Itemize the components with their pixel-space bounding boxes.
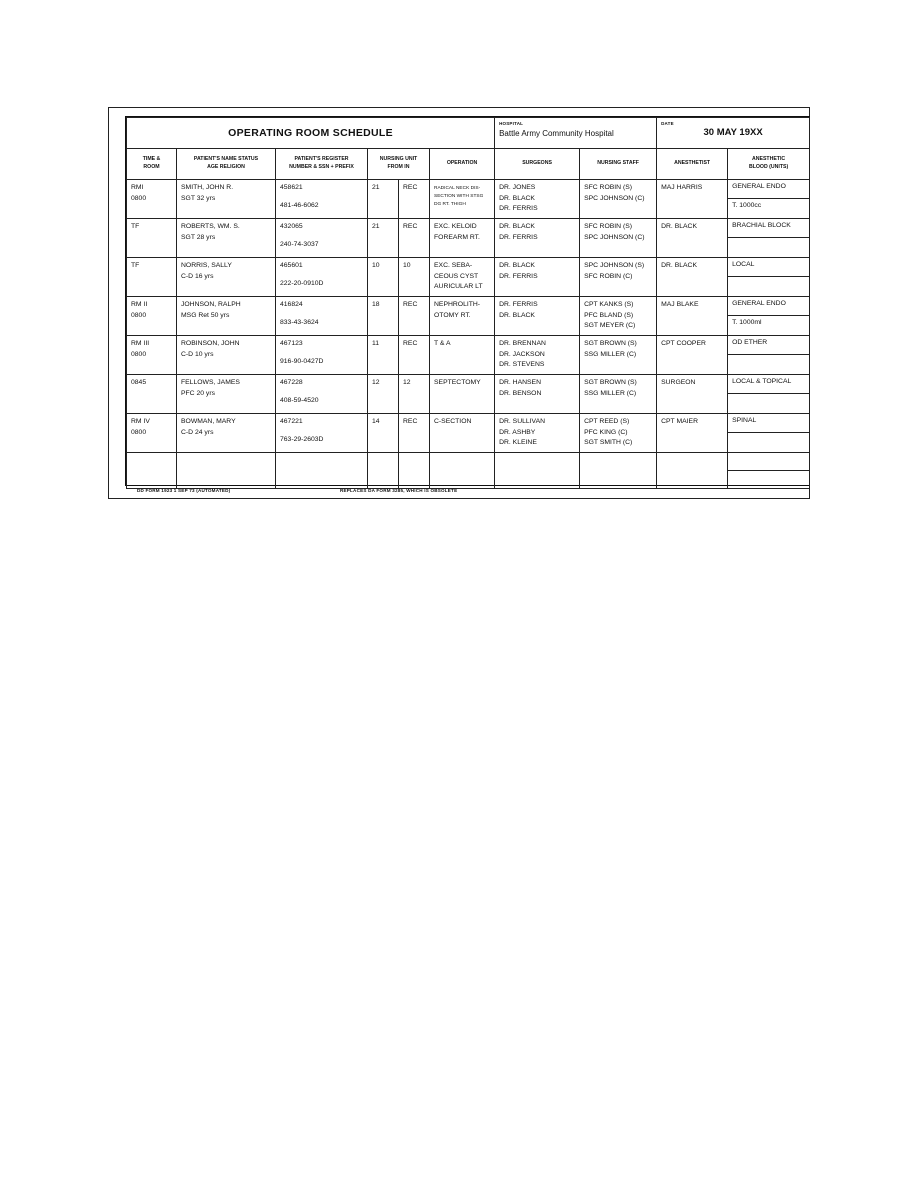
patient-cell: ROBERTS, WM. S. SGT 28 yrs: [177, 219, 276, 258]
unit-in-cell: REC: [399, 297, 430, 336]
blood-units-value: [728, 238, 809, 257]
table-row: [127, 219, 810, 258]
register-cell: 467228 408-59-4520: [276, 375, 368, 414]
register-cell: 416824 833-43-3624: [276, 297, 368, 336]
empty-cell: [177, 453, 276, 489]
col-header-operation: OPERATION: [430, 149, 495, 180]
anesthetist-cell: CPT COOPER: [657, 336, 728, 375]
anesthetic-value: BRACHIAL BLOCK: [728, 219, 809, 238]
col-header-time-room: TIME & ROOM: [127, 149, 177, 180]
nursing-staff-cell: SGT BROWN (S) SSG MILLER (C): [580, 375, 657, 414]
register-cell: 467221 763-29-2603D: [276, 414, 368, 453]
hospital-name: Battle Army Community Hospital: [499, 129, 614, 138]
surgeons-cell: DR. BLACK DR. FERRIS: [495, 219, 580, 258]
patient-cell: SMITH, JOHN R. SGT 32 yrs: [177, 180, 276, 219]
blood-units-value: [728, 394, 809, 413]
patient-cell: BOWMAN, MARY C-D 24 yrs: [177, 414, 276, 453]
unit-in-cell: REC: [399, 180, 430, 219]
anesthetic-blood-cell: [728, 258, 810, 297]
blood-units-value: [728, 355, 809, 374]
surgeons-cell: DR. BLACK DR. FERRIS: [495, 258, 580, 297]
patient-cell: NORRIS, SALLY C-D 16 yrs: [177, 258, 276, 297]
empty-cell: [276, 453, 368, 489]
unit-from-cell: 21: [368, 219, 399, 258]
schedule-table: [126, 117, 810, 489]
operation-cell: RADICAL NECK DIS- SECTION WITH STSG DG RT. THIGH: [430, 180, 495, 219]
empty-table-row: [127, 453, 810, 489]
anesthetic-value: LOCAL: [728, 258, 809, 277]
anesthetist-cell: DR. BLACK: [657, 258, 728, 297]
time-room-cell: RMI 0800: [127, 180, 177, 219]
blood-units-value: T. 1000ml: [732, 319, 762, 326]
blood-units-value: T. 1000cc: [732, 202, 762, 209]
anesthetist-cell: MAJ BLAKE: [657, 297, 728, 336]
anesthetic-value: OD ETHER: [728, 336, 809, 355]
anesthetic-blood-cell: [728, 297, 810, 336]
form-id: DD FORM 1923 1 SEP 73 (AUTOMATED): [137, 488, 231, 493]
anesthetist-cell: CPT MAIER: [657, 414, 728, 453]
surgeons-cell: DR. BRENNAN DR. JACKSON DR. STEVENS: [495, 336, 580, 375]
operation-cell: T & A: [430, 336, 495, 375]
form-title: OPERATING ROOM SCHEDULE: [127, 118, 495, 149]
empty-cell: [495, 453, 580, 489]
surgeons-cell: DR. FERRIS DR. BLACK: [495, 297, 580, 336]
time-room-cell: TF: [127, 258, 177, 297]
register-cell: 432065 240-74-3037: [276, 219, 368, 258]
col-header-patient: PATIENT'S NAME STATUS AGE RELIGION: [177, 149, 276, 180]
blood-units-value: [728, 433, 809, 452]
replaces-note: REPLACES DA FORM 3285, WHICH IS OBSOLETE: [340, 488, 458, 493]
anesthetist-cell: MAJ HARRIS: [657, 180, 728, 219]
unit-from-cell: 18: [368, 297, 399, 336]
anesthetic-blood-cell: [728, 375, 810, 414]
col-header-nursing-staff: NURSING STAFF: [580, 149, 657, 180]
register-cell: 458621 481-46-6062: [276, 180, 368, 219]
header-row: [127, 149, 810, 180]
anesthetist-cell: SURGEON: [657, 375, 728, 414]
col-header-nursing-unit: NURSING UNIT FROM IN: [368, 149, 430, 180]
unit-from-cell: 12: [368, 375, 399, 414]
anesthetic-blood-cell: [728, 180, 810, 219]
nursing-staff-cell: CPT KANKS (S) PFC BLAND (S) SGT MEYER (C): [580, 297, 657, 336]
anesthetic-blood-cell: [728, 219, 810, 258]
empty-cell: [430, 453, 495, 489]
hospital-cell: [495, 118, 657, 149]
anesthetic-blood-cell: [728, 414, 810, 453]
empty-anesthetic-cell: [728, 453, 810, 489]
anesthetic-blood-cell: [728, 336, 810, 375]
empty-cell: [368, 453, 399, 489]
col-header-surgeons: SURGEONS: [495, 149, 580, 180]
patient-cell: FELLOWS, JAMES PFC 20 yrs: [177, 375, 276, 414]
unit-from-cell: 21: [368, 180, 399, 219]
unit-in-cell: REC: [399, 336, 430, 375]
operation-cell: EXC. KELOID FOREARM RT.: [430, 219, 495, 258]
unit-from-cell: 14: [368, 414, 399, 453]
date-label: DATE: [661, 121, 674, 126]
anesthetic-value: LOCAL & TOPICAL: [728, 375, 809, 394]
col-header-register: PATIENT'S REGISTER NUMBER & SSN + PREFIX: [276, 149, 368, 180]
empty-cell: [580, 453, 657, 489]
operation-cell: C-SECTION: [430, 414, 495, 453]
patient-cell: JOHNSON, RALPH MSG Ret 50 yrs: [177, 297, 276, 336]
time-room-cell: RM IV 0800: [127, 414, 177, 453]
surgeons-cell: DR. SULLIVAN DR. ASHBY DR. KLEINE: [495, 414, 580, 453]
anesthetic-value: GENERAL ENDO: [728, 297, 809, 316]
register-cell: 467123 916-90-0427D: [276, 336, 368, 375]
time-room-cell: TF: [127, 219, 177, 258]
table-row: [127, 297, 810, 336]
table-row: [127, 375, 810, 414]
unit-from-cell: 11: [368, 336, 399, 375]
time-room-cell: RM III 0800: [127, 336, 177, 375]
nursing-staff-cell: CPT REED (S) PFC KING (C) SGT SMITH (C): [580, 414, 657, 453]
operation-cell: NEPHROLITH- OTOMY RT.: [430, 297, 495, 336]
table-row: [127, 258, 810, 297]
time-room-cell: RM II 0800: [127, 297, 177, 336]
register-cell: 465601 222-20-0910D: [276, 258, 368, 297]
col-header-anesthetic: ANESTHETIC BLOOD (UNITS): [728, 149, 810, 180]
blood-units-value: [728, 277, 809, 296]
time-room-cell: 0845: [127, 375, 177, 414]
empty-cell: [657, 453, 728, 489]
operation-cell: EXC. SEBA- CEOUS CYST AURICULAR LT: [430, 258, 495, 297]
empty-cell: [127, 453, 177, 489]
nursing-staff-cell: SPC JOHNSON (S) SFC ROBIN (C): [580, 258, 657, 297]
nursing-staff-cell: SFC ROBIN (S) SPC JOHNSON (C): [580, 180, 657, 219]
table-row: [127, 180, 810, 219]
date-value: 30 MAY 19XX: [703, 127, 763, 138]
surgeons-cell: DR. JONES DR. BLACK DR. FERRIS: [495, 180, 580, 219]
or-schedule-form: [125, 116, 810, 486]
table-row: [127, 414, 810, 453]
operation-cell: SEPTECTOMY: [430, 375, 495, 414]
unit-in-cell: 10: [399, 258, 430, 297]
patient-cell: ROBINSON, JOHN C-D 10 yrs: [177, 336, 276, 375]
empty-cell: [399, 453, 430, 489]
unit-in-cell: REC: [399, 219, 430, 258]
nursing-staff-cell: SGT BROWN (S) SSG MILLER (C): [580, 336, 657, 375]
anesthetic-value: SPINAL: [728, 414, 809, 433]
anesthetic-value: GENERAL ENDO: [728, 180, 809, 199]
unit-in-cell: REC: [399, 414, 430, 453]
col-header-anesthetist: ANESTHETIST: [657, 149, 728, 180]
surgeons-cell: DR. HANSEN DR. BENSON: [495, 375, 580, 414]
date-cell: [657, 118, 810, 149]
title-row: [127, 118, 810, 149]
table-row: [127, 336, 810, 375]
hospital-label: HOSPITAL: [499, 121, 524, 126]
unit-in-cell: 12: [399, 375, 430, 414]
unit-from-cell: 10: [368, 258, 399, 297]
anesthetist-cell: DR. BLACK: [657, 219, 728, 258]
nursing-staff-cell: SFC ROBIN (S) SPC JOHNSON (C): [580, 219, 657, 258]
